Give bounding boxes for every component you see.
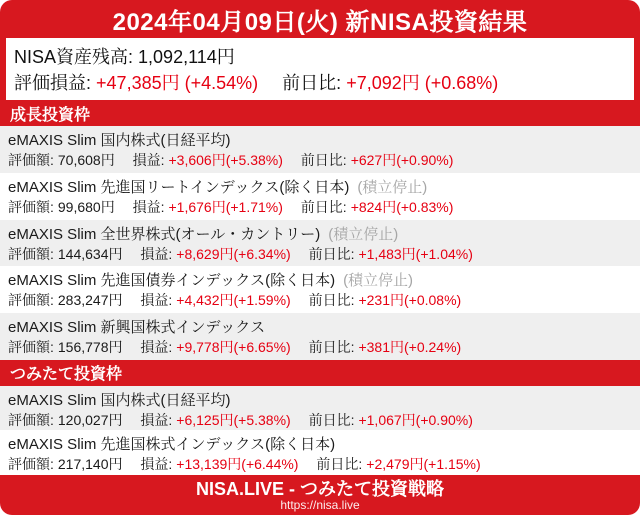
- summary-panel: [0, 38, 640, 100]
- fund-name-line: [8, 131, 632, 151]
- fund-values-line: [8, 455, 632, 474]
- fund-day-group: [309, 292, 462, 308]
- fund-name-line: [8, 435, 632, 455]
- fund-name-line: [8, 391, 632, 411]
- growth-fund-list: [0, 126, 640, 360]
- fund-value: 283,247円: [57, 292, 123, 309]
- value-label: 評価額:: [8, 456, 54, 473]
- balance-label: NISA資産残高:: [14, 47, 134, 67]
- fund-value-group: [8, 199, 115, 215]
- fund-value: 99,680円: [57, 198, 115, 215]
- fund-pl: +6,125円(+5.38%): [176, 411, 291, 428]
- day-label: 前日比:: [300, 198, 347, 215]
- fund-values-line: [8, 338, 632, 357]
- fund-day-group: [316, 456, 480, 472]
- site-url: https://nisa.live: [280, 497, 360, 512]
- pl-label: 損益:: [140, 411, 173, 428]
- fund-day-change: +2,479円(+1.15%): [366, 456, 481, 473]
- fund-name-line: [8, 318, 632, 338]
- fund-name-line: [8, 271, 632, 291]
- fund-day-group: [309, 339, 462, 355]
- fund-day-group: [301, 199, 454, 215]
- fund-name: eMAXIS Slim 全世界株式(オール・カントリー): [8, 225, 321, 243]
- fund-name-line: [8, 225, 632, 245]
- fund-values-line: [8, 198, 632, 217]
- value-label: 評価額:: [8, 198, 54, 215]
- day-label: 前日比:: [308, 411, 355, 428]
- balance-line: [14, 44, 628, 70]
- fund-name: eMAXIS Slim 国内株式(日経平均): [8, 391, 231, 409]
- fund-value: 156,778円: [57, 339, 123, 356]
- pl-label: 損益:: [140, 339, 173, 356]
- fund-pl-group: [140, 292, 290, 308]
- pl-label: 損益:: [132, 152, 165, 168]
- fund-day-change: +1,067円(+0.90%): [358, 411, 473, 428]
- fund-values-line: [8, 411, 632, 430]
- section-title: つみたて投資枠: [10, 366, 123, 384]
- day-label: 前日比:: [300, 152, 347, 168]
- fund-row: [0, 173, 640, 220]
- fund-values-line: [8, 291, 632, 310]
- fund-value-group: [8, 152, 115, 168]
- site-name: NISA.LIVE - つみたて投資戦略: [195, 478, 444, 499]
- fund-pl: +9,778円(+6.65%): [176, 339, 291, 356]
- fund-pl-group: [140, 246, 290, 262]
- site-footer: [0, 475, 640, 515]
- fund-name: eMAXIS Slim 先進国債券インデックス(除く日本): [8, 272, 336, 290]
- fund-pl: +8,629円(+6.34%): [176, 245, 291, 262]
- fund-day-group: [309, 412, 473, 428]
- value-label: 評価額:: [8, 411, 54, 428]
- fund-pl: +3,606円(+5.38%): [168, 152, 283, 168]
- fund-name-line: [8, 178, 632, 198]
- fund-value: 217,140円: [57, 456, 123, 473]
- pl-label: 損益:: [140, 292, 173, 309]
- report-header: [0, 0, 640, 38]
- pl-label: 損益:: [140, 245, 173, 262]
- fund-name: eMAXIS Slim 国内株式(日経平均): [8, 132, 231, 149]
- fund-row: [0, 266, 640, 313]
- day-label: 前日比:: [308, 292, 355, 309]
- pl-label: 損益:: [132, 198, 165, 215]
- fund-values-line: [8, 245, 632, 264]
- fund-day-change: +627円(+0.90%): [350, 152, 454, 168]
- fund-pl: +4,432円(+1.59%): [176, 292, 291, 309]
- fund-pl-group: [133, 199, 283, 215]
- day-change-value: +7,092円 (+0.68%): [346, 73, 499, 93]
- section-title: 成長投資枠: [10, 106, 91, 124]
- fund-day-change: +824円(+0.83%): [350, 198, 454, 215]
- tsumitate-fund-list: [0, 386, 640, 475]
- report-title: 2024年04月09日(火) 新NISA投資結果: [112, 8, 528, 36]
- fund-value-group: [8, 292, 123, 308]
- pl-line: [14, 70, 628, 96]
- fund-row: [0, 220, 640, 267]
- fund-day-change: +231円(+0.08%): [358, 292, 462, 309]
- pl-label: 損益:: [140, 456, 173, 473]
- fund-row: [0, 430, 640, 475]
- fund-name: eMAXIS Slim 先進国リートインデックス(除く日本): [8, 178, 350, 196]
- value-label: 評価額:: [8, 245, 54, 262]
- fund-suspended-badge: (積立停止): [328, 225, 399, 243]
- fund-day-change: +1,483円(+1.04%): [358, 245, 473, 262]
- day-change-label: 前日比:: [282, 73, 342, 93]
- day-label: 前日比:: [308, 245, 355, 262]
- fund-pl-group: [140, 339, 290, 355]
- fund-name: eMAXIS Slim 新興国株式インデックス: [8, 319, 266, 337]
- fund-day-group: [309, 246, 473, 262]
- fund-value-group: [8, 246, 123, 262]
- balance-value: 1,092,114円: [138, 47, 235, 67]
- day-label: 前日比:: [316, 456, 363, 473]
- fund-pl-group: [140, 456, 298, 472]
- fund-value-group: [8, 456, 123, 472]
- fund-pl-group: [133, 152, 283, 168]
- fund-value: 144,634円: [57, 245, 123, 262]
- fund-suspended-badge: (積立停止): [343, 272, 414, 290]
- fund-row: [0, 126, 640, 173]
- fund-row: [0, 386, 640, 431]
- fund-value: 70,608円: [57, 152, 115, 168]
- pl-label: 評価損益:: [14, 73, 92, 93]
- fund-name: eMAXIS Slim 先進国株式インデックス(除く日本): [8, 436, 336, 454]
- section-header-growth: [0, 100, 640, 126]
- fund-pl: +13,139円(+6.44%): [176, 456, 299, 473]
- fund-value-group: [8, 339, 123, 355]
- fund-value-group: [8, 412, 123, 428]
- fund-day-change: +381円(+0.24%): [358, 339, 462, 356]
- value-label: 評価額:: [8, 152, 54, 168]
- fund-day-group: [301, 152, 454, 168]
- section-header-tsumitate: [0, 360, 640, 386]
- fund-pl: +1,676円(+1.71%): [168, 198, 283, 215]
- fund-suspended-badge: (積立停止): [357, 178, 428, 196]
- pl-value: +47,385円 (+4.54%): [96, 73, 259, 93]
- value-label: 評価額:: [8, 339, 54, 356]
- fund-value: 120,027円: [57, 411, 123, 428]
- fund-values-line: [8, 151, 632, 170]
- fund-pl-group: [140, 412, 290, 428]
- fund-row: [0, 313, 640, 360]
- value-label: 評価額:: [8, 292, 54, 309]
- day-label: 前日比:: [308, 339, 355, 356]
